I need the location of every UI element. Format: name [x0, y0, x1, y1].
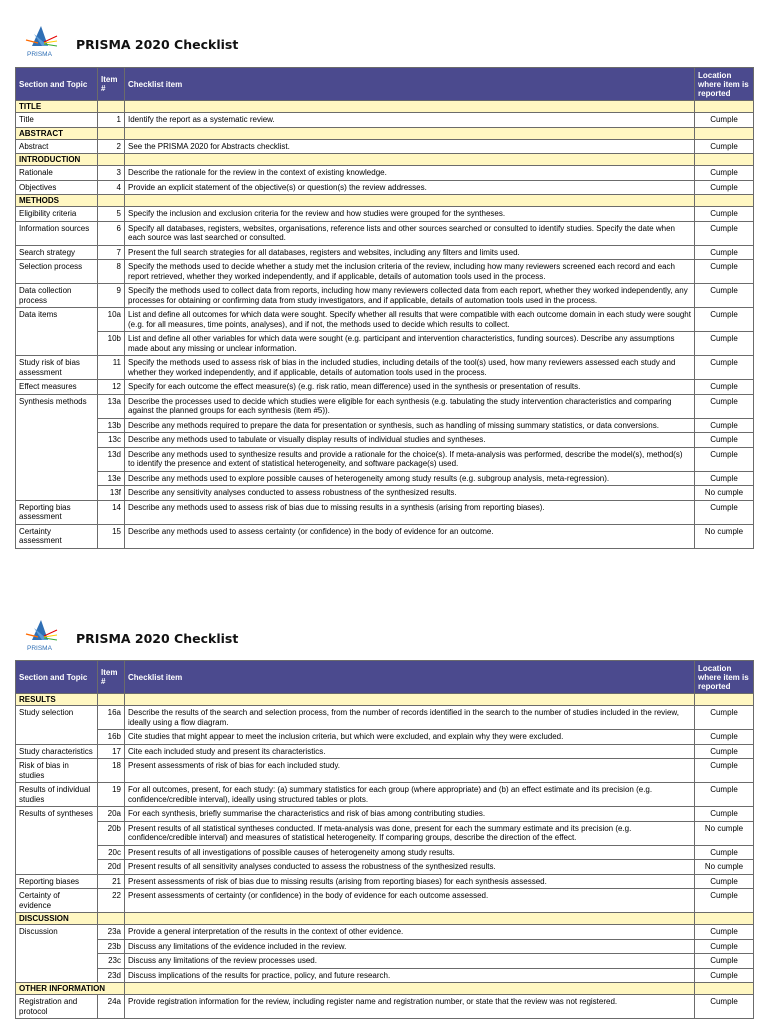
location-value: Cumple: [695, 221, 754, 245]
checklist-text: For all outcomes, present, for each study: (a) summary statistics for each group (where appropriate) and (b) an effect estimate and its precision (e.g. confidence/credible interval), ideally using structured tables or plots.: [125, 783, 695, 807]
topic-cell: Synthesis methods: [16, 394, 98, 500]
item-number: 10a: [98, 308, 125, 332]
checklist-text: Present assessments of risk of bias for each included study.: [125, 759, 695, 783]
item-number: 23a: [98, 925, 125, 940]
location-value: No cumple: [695, 860, 754, 875]
topic-cell: Selection process: [16, 260, 98, 284]
section-row: [16, 983, 754, 995]
item-number: 24a: [98, 995, 125, 1019]
topic-cell: Results of syntheses: [16, 807, 98, 875]
item-number: 13e: [98, 471, 125, 486]
location-value: Cumple: [695, 356, 754, 380]
table-row: [16, 706, 754, 730]
checklist-text: Present results of all investigations of possible causes of heterogeneity among study results.: [125, 845, 695, 860]
prisma-logo: [24, 618, 58, 656]
location-value: Cumple: [695, 471, 754, 486]
table-row: [16, 207, 754, 222]
section-row: [16, 913, 754, 925]
checklist-table: [15, 67, 754, 549]
checklist-text: Specify for each outcome the effect measure(s) (e.g. risk ratio, mean difference) used in the synthesis or presentation of results.: [125, 380, 695, 395]
topic-cell: Eligibility criteria: [16, 207, 98, 222]
location-value: Cumple: [695, 995, 754, 1019]
location-value: Cumple: [695, 807, 754, 822]
table-row: [16, 995, 754, 1019]
table-row: [16, 759, 754, 783]
item-number: 13f: [98, 486, 125, 501]
item-number: 2: [98, 139, 125, 154]
location-value: Cumple: [695, 113, 754, 128]
item-number: 16a: [98, 706, 125, 730]
item-number: 7: [98, 245, 125, 260]
checklist-text: Describe the processes used to decide which studies were eligible for each synthesis (e.g. tabulating the study intervention characteristics and comparing against the planned groups for each synthesis (item #5)).: [125, 394, 695, 418]
checklist-text: Present the full search strategies for all databases, registers and websites, including any filters and limits used.: [125, 245, 695, 260]
item-number: 8: [98, 260, 125, 284]
table-row: [16, 471, 754, 486]
page-title: PRISMA 2020 Checklist: [76, 631, 239, 646]
checklist-text: Provide an explicit statement of the objective(s) or question(s) the review addresses.: [125, 180, 695, 195]
item-number: 6: [98, 221, 125, 245]
table-row: [16, 807, 754, 822]
table-row: [16, 180, 754, 195]
location-value: Cumple: [695, 874, 754, 889]
table-row: [16, 221, 754, 245]
location-value: Cumple: [695, 207, 754, 222]
item-number: 11: [98, 356, 125, 380]
item-number: 5: [98, 207, 125, 222]
location-value: Cumple: [695, 706, 754, 730]
table-row: [16, 524, 754, 548]
location-value: Cumple: [695, 245, 754, 260]
topic-cell: Rationale: [16, 166, 98, 181]
table-row: [16, 356, 754, 380]
logo-text: PRISMA: [27, 645, 52, 652]
section-row: [16, 195, 754, 207]
checklist-text: Discuss implications of the results for practice, policy, and future research.: [125, 968, 695, 983]
item-number: 21: [98, 874, 125, 889]
checklist-text: Cite studies that might appear to meet the inclusion criteria, but which were excluded, and explain why they were excluded.: [125, 730, 695, 745]
location-value: Cumple: [695, 954, 754, 969]
table-row: [16, 447, 754, 471]
location-value: Cumple: [695, 925, 754, 940]
checklist-text: Cite each included study and present its characteristics.: [125, 744, 695, 759]
checklist-text: Describe any methods required to prepare the data for presentation or synthesis, such as handling of missing summary statistics, or data conversions.: [125, 418, 695, 433]
location-value: Cumple: [695, 889, 754, 913]
logo-text: PRISMA: [27, 51, 52, 58]
col-header-item: Item #: [98, 68, 125, 101]
item-number: 13c: [98, 433, 125, 448]
location-value: Cumple: [695, 418, 754, 433]
location-value: Cumple: [695, 447, 754, 471]
location-value: Cumple: [695, 783, 754, 807]
location-value: No cumple: [695, 524, 754, 548]
topic-cell: Certainty of evidence: [16, 889, 98, 913]
checklist-text: List and define all outcomes for which data were sought. Specify whether all results that were compatible with each outcome domain in each study were sought (e.g. for all measures, time points, analyses), and if not, the methods used to decide which results to collect.: [125, 308, 695, 332]
checklist-text: Present results of all statistical syntheses conducted. If meta-analysis was done, present for each the summary estimate and its precision (e.g. confidence/credible interval) and measures of statistical heterogeneity. If comparing groups, describe the direction of the effect.: [125, 821, 695, 845]
item-number: 10b: [98, 332, 125, 356]
table-row: [16, 821, 754, 845]
topic-cell: Search strategy: [16, 245, 98, 260]
checklist-text: Describe any methods used to assess risk of bias due to missing results in a synthesis (arising from reporting biases).: [125, 500, 695, 524]
page-1: [0, 24, 768, 545]
table-header-row: [16, 661, 754, 694]
topic-cell: Data collection process: [16, 284, 98, 308]
topic-cell: Reporting bias assessment: [16, 500, 98, 524]
table-row: [16, 245, 754, 260]
checklist-text: Present assessments of certainty (or confidence) in the body of evidence for each outcome assessed.: [125, 889, 695, 913]
item-number: 13b: [98, 418, 125, 433]
item-number: 19: [98, 783, 125, 807]
item-number: 23c: [98, 954, 125, 969]
section-label: TITLE: [16, 101, 98, 113]
section-label: METHODS: [16, 195, 98, 207]
checklist-text: Provide a general interpretation of the results in the context of other evidence.: [125, 925, 695, 940]
checklist-text: Describe the rationale for the review in the context of existing knowledge.: [125, 166, 695, 181]
table-row: [16, 139, 754, 154]
checklist-text: Discuss any limitations of the evidence included in the review.: [125, 939, 695, 954]
table-row: [16, 308, 754, 332]
location-value: No cumple: [695, 486, 754, 501]
topic-cell: Data items: [16, 308, 98, 356]
table-row: [16, 874, 754, 889]
item-number: 20d: [98, 860, 125, 875]
checklist-text: Identify the report as a systematic review.: [125, 113, 695, 128]
section-label: OTHER INFORMATION: [16, 983, 125, 995]
location-value: Cumple: [695, 968, 754, 983]
section-row: [16, 154, 754, 166]
checklist-text: Describe any sensitivity analyses conducted to assess robustness of the synthesized results.: [125, 486, 695, 501]
table-row: [16, 418, 754, 433]
checklist-text: Specify all databases, registers, websites, organisations, reference lists and other sources searched or consulted to identify studies. Specify the date when each source was last searched or consulted.: [125, 221, 695, 245]
checklist-text: Describe any methods used to explore possible causes of heterogeneity among study results (e.g. subgroup analysis, meta-regression).: [125, 471, 695, 486]
table-row: [16, 433, 754, 448]
location-value: Cumple: [695, 139, 754, 154]
table-row: [16, 889, 754, 913]
section-row: [16, 127, 754, 139]
col-header-checklist: Checklist item: [125, 68, 695, 101]
location-value: Cumple: [695, 845, 754, 860]
location-value: Cumple: [695, 759, 754, 783]
table-row: [16, 380, 754, 395]
checklist-text: Describe any methods used to synthesize results and provide a rationale for the choice(s). If meta-analysis was performed, describe the model(s), method(s) to identify the presence and extent of statistical heterogeneity, and software package(s) used.: [125, 447, 695, 471]
table-row: [16, 939, 754, 954]
location-value: Cumple: [695, 380, 754, 395]
item-number: 15: [98, 524, 125, 548]
checklist-text: Specify the methods used to decide whether a study met the inclusion criteria of the review, including how many reviewers screened each record and each report retrieved, whether they worked independently, and if applicable, details of automation tools used in the process.: [125, 260, 695, 284]
checklist-text: List and define all other variables for which data were sought (e.g. participant and intervention characteristics, funding sources). Describe any assumptions made about any missing or unclear information.: [125, 332, 695, 356]
topic-cell: Results of individual studies: [16, 783, 98, 807]
table-row: [16, 954, 754, 969]
item-number: 17: [98, 744, 125, 759]
topic-cell: Study characteristics: [16, 744, 98, 759]
col-header-checklist: Checklist item: [125, 661, 695, 694]
section-row: [16, 694, 754, 706]
topic-cell: Information sources: [16, 221, 98, 245]
item-number: 20a: [98, 807, 125, 822]
col-header-section: Section and Topic: [16, 68, 98, 101]
table-row: [16, 968, 754, 983]
checklist-text: Describe the results of the search and selection process, from the number of records identified in the search to the number of studies included in the review, ideally using a flow diagram.: [125, 706, 695, 730]
location-value: Cumple: [695, 500, 754, 524]
checklist-text: For each synthesis, briefly summarise the characteristics and risk of bias among contributing studies.: [125, 807, 695, 822]
topic-cell: Discussion: [16, 925, 98, 983]
topic-cell: Registration and protocol: [16, 995, 98, 1019]
item-number: 1: [98, 113, 125, 128]
topic-cell: Abstract: [16, 139, 98, 154]
checklist-table: [15, 660, 754, 1019]
item-number: 23d: [98, 968, 125, 983]
table-row: [16, 394, 754, 418]
table-row: [16, 744, 754, 759]
topic-cell: Study risk of bias assessment: [16, 356, 98, 380]
col-header-item: Item #: [98, 661, 125, 694]
item-number: 9: [98, 284, 125, 308]
location-value: Cumple: [695, 180, 754, 195]
table-row: [16, 166, 754, 181]
checklist-text: Describe any methods used to assess certainty (or confidence) in the body of evidence for an outcome.: [125, 524, 695, 548]
table-row: [16, 925, 754, 940]
item-number: 12: [98, 380, 125, 395]
topic-cell: Study selection: [16, 706, 98, 745]
item-number: 14: [98, 500, 125, 524]
item-number: 13d: [98, 447, 125, 471]
table-row: [16, 783, 754, 807]
col-header-section: Section and Topic: [16, 661, 98, 694]
table-header-row: [16, 68, 754, 101]
table-row: [16, 500, 754, 524]
table-row: [16, 260, 754, 284]
checklist-text: Specify the methods used to assess risk of bias in the included studies, including details of the tool(s) used, how many reviewers assessed each study and whether they worked independently, and if applicable, details of automation tools used in the process.: [125, 356, 695, 380]
item-number: 18: [98, 759, 125, 783]
item-number: 23b: [98, 939, 125, 954]
col-header-location: Location where item is reported: [695, 661, 754, 694]
table-row: [16, 730, 754, 745]
location-value: Cumple: [695, 260, 754, 284]
section-label: ABSTRACT: [16, 127, 98, 139]
section-label: INTRODUCTION: [16, 154, 98, 166]
location-value: Cumple: [695, 939, 754, 954]
section-label: RESULTS: [16, 694, 98, 706]
col-header-location: Location where item is reported: [695, 68, 754, 101]
location-value: Cumple: [695, 744, 754, 759]
table-row: [16, 860, 754, 875]
page-header: [0, 618, 768, 658]
checklist-text: Describe any methods used to tabulate or visually display results of individual studies and syntheses.: [125, 433, 695, 448]
page-title: PRISMA 2020 Checklist: [76, 37, 239, 52]
checklist-text: Discuss any limitations of the review processes used.: [125, 954, 695, 969]
checklist-text: Provide registration information for the review, including register name and registration number, or state that the review was not registered.: [125, 995, 695, 1019]
topic-cell: Objectives: [16, 180, 98, 195]
checklist-text: Specify the methods used to collect data from reports, including how many reviewers collected data from each report, whether they worked independently, any processes for obtaining or confirming data from study investigators, and if applicable, details of automation tools used in the process.: [125, 284, 695, 308]
location-value: Cumple: [695, 730, 754, 745]
topic-cell: Risk of bias in studies: [16, 759, 98, 783]
location-value: No cumple: [695, 821, 754, 845]
prisma-logo: [24, 24, 58, 62]
item-number: 16b: [98, 730, 125, 745]
location-value: Cumple: [695, 332, 754, 356]
checklist-text: See the PRISMA 2020 for Abstracts checklist.: [125, 139, 695, 154]
table-row: [16, 113, 754, 128]
location-value: Cumple: [695, 284, 754, 308]
section-label: DISCUSSION: [16, 913, 98, 925]
item-number: 4: [98, 180, 125, 195]
topic-cell: Title: [16, 113, 98, 128]
location-value: Cumple: [695, 166, 754, 181]
location-value: Cumple: [695, 308, 754, 332]
page-2: [0, 618, 768, 1016]
item-number: 22: [98, 889, 125, 913]
section-row: [16, 101, 754, 113]
table-row: [16, 845, 754, 860]
table-row: [16, 284, 754, 308]
topic-cell: Reporting biases: [16, 874, 98, 889]
table-row: [16, 332, 754, 356]
table-row: [16, 486, 754, 501]
item-number: 20c: [98, 845, 125, 860]
checklist-text: Present results of all sensitivity analyses conducted to assess the robustness of the synthesized results.: [125, 860, 695, 875]
location-value: Cumple: [695, 433, 754, 448]
item-number: 13a: [98, 394, 125, 418]
checklist-text: Specify the inclusion and exclusion criteria for the review and how studies were grouped for the syntheses.: [125, 207, 695, 222]
topic-cell: Effect measures: [16, 380, 98, 395]
page-header: [0, 24, 768, 64]
location-value: Cumple: [695, 394, 754, 418]
topic-cell: Certainty assessment: [16, 524, 98, 548]
item-number: 20b: [98, 821, 125, 845]
checklist-text: Present assessments of risk of bias due to missing results (arising from reporting biases) for each synthesis assessed.: [125, 874, 695, 889]
item-number: 3: [98, 166, 125, 181]
